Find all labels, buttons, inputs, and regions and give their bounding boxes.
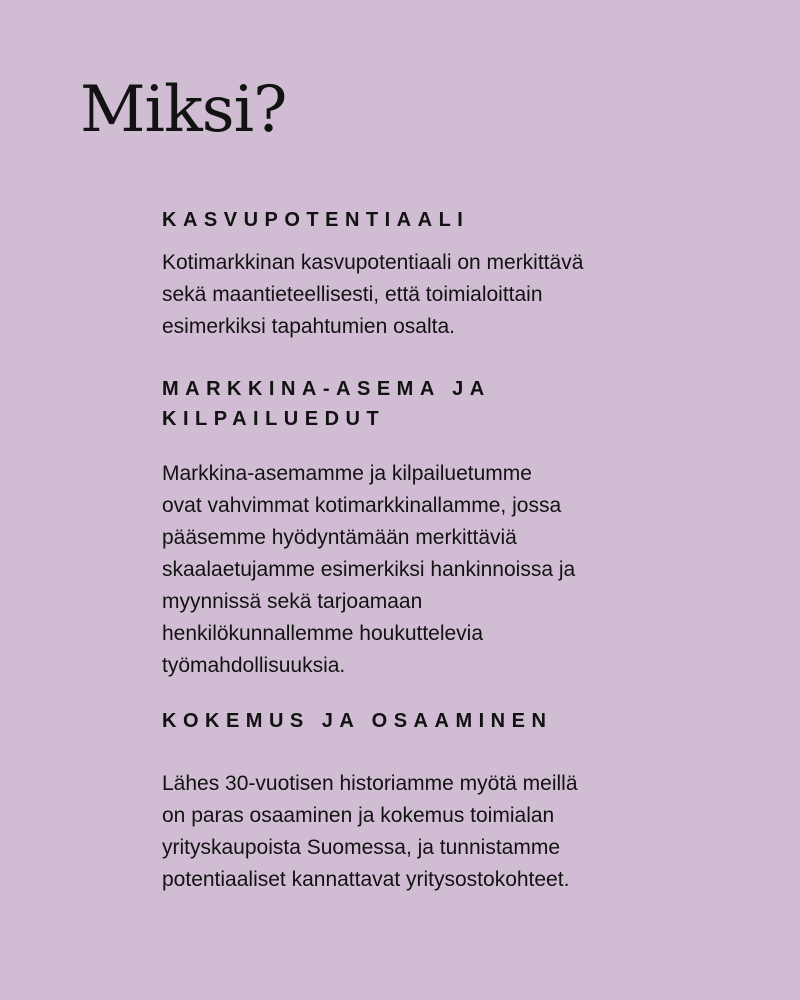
section-heading <box>162 205 762 235</box>
body-line: ovat vahvimmat kotimarkkinallamme, jossa <box>162 494 562 517</box>
body-line: Kotimarkkinan kasvupotentiaali on merkittävä <box>162 251 584 274</box>
body-line: on paras osaaminen ja kokemus toimialan <box>162 804 555 827</box>
section-heading <box>162 374 762 434</box>
heading-line: MARKKINA-ASEMA JA <box>162 378 491 400</box>
body-line: yrityskaupoista Suomessa, ja tunnistamme <box>162 836 561 859</box>
body-line: potentiaaliset kannattavat yritysostokohteet. <box>162 868 570 891</box>
section-body <box>162 768 762 896</box>
section-body <box>162 247 762 343</box>
section-kokemus <box>162 706 762 896</box>
section-body <box>162 458 762 682</box>
section-markkina-asema <box>162 374 762 682</box>
body-line: henkilökunnallemme houkuttelevia <box>162 622 484 645</box>
body-line: skaalaetujamme esimerkiksi hankinnoissa ja <box>162 558 576 581</box>
page-title: Miksi? <box>80 73 287 147</box>
body-line: pääsemme hyödyntämään merkittäviä <box>162 526 517 549</box>
heading-line: KOKEMUS JA OSAAMINEN <box>162 710 553 732</box>
body-line: Markkina-asemamme ja kilpailuetumme <box>162 462 532 485</box>
body-line: sekä maantieteellisesti, että toimialoittain <box>162 283 543 306</box>
section-heading <box>162 706 762 736</box>
body-line: Lähes 30-vuotisen historiamme myötä meillä <box>162 772 578 795</box>
body-line: työmahdollisuuksia. <box>162 654 346 677</box>
section-kasvupotentiaali <box>162 205 762 343</box>
body-line: myynnissä sekä tarjoamaan <box>162 590 423 613</box>
body-line: esimerkiksi tapahtumien osalta. <box>162 315 455 338</box>
heading-line: KILPAILUEDUT <box>162 408 386 430</box>
heading-line: KASVUPOTENTIAALI <box>162 209 470 231</box>
